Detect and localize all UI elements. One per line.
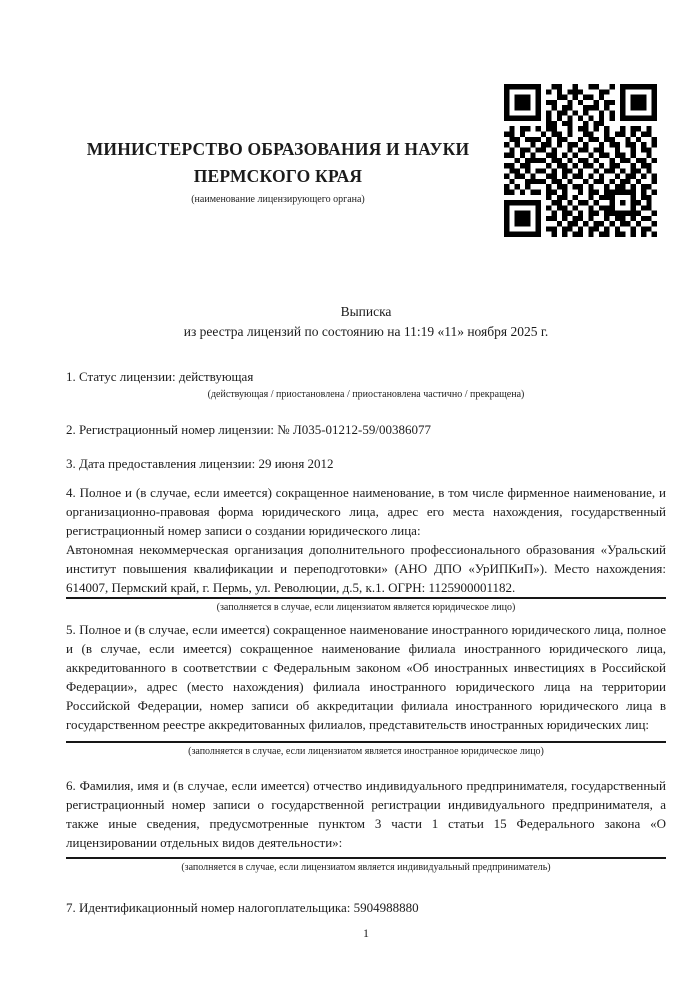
item-6-caption: (заполняется в случае, если лицензиатом является индивидуальный предприниматель) [181, 862, 551, 873]
license-item-4 [66, 483, 666, 614]
document-title-line2: из реестра лицензий по состоянию на 11:19 «11» ноября 2025 г. [183, 323, 549, 339]
license-item-2 [66, 420, 666, 439]
divider-line [66, 597, 666, 599]
ministry-name-line1: МИНИСТЕРСТВО ОБРАЗОВАНИЯ И НАУКИ [86, 139, 470, 159]
license-item-7 [66, 898, 666, 917]
item-5-text: 5. Полное и (в случае, если имеется) сокращенное наименование иностранного юридического лица, полное и (в случае, если имеется) сокращенное наименование филиала иностранного юридического лица, аккредитованного в соответствии с Федеральным законом «Об иностранных инвестициях в Российской Федерации», адрес (место нахождения) филиала иностранного юридического лица на территории Российской Федерации, номер записи об аккредитации филиала иностранного юридического лица в государственном реестре аккредитованных филиалов, представительств иностранных юридических лиц: [66, 622, 666, 732]
item-7-text: 7. Идентификационный номер налогоплательщика: 5904988880 [66, 900, 419, 915]
ministry-caption: (наименование лицензирующего органа) [191, 194, 365, 205]
license-item-3 [66, 454, 666, 473]
document-title [66, 302, 666, 341]
item-6-text: 6. Фамилия, имя и (в случае, если имеется) отчество индивидуального предпринимателя, государственный регистрационный номер записи о государственной регистрации индивидуального предпринимателя, а также иные сведения, предусмотренные пунктом 3 части 1 статьи 15 Федерального закона «О лицензировании отдельных видов деятельности»: [66, 778, 666, 850]
document-title-line1: Выписка [340, 304, 392, 319]
ministry-name-line2: ПЕРМСКОГО КРАЯ [193, 166, 363, 186]
item-1-caption: (действующая / приостановлена / приостановлена частично / прекращена) [207, 389, 525, 400]
item-4-text: 4. Полное и (в случае, если имеется) сокращенное наименование, в том числе фирменное наименование, и организационно-правовая форма юридического лица, адрес его места нахождения, государственный регистрационный номер записи о создании юридического лица: [66, 485, 666, 538]
license-item-1 [66, 367, 666, 401]
item-4-caption: (заполняется в случае, если лицензиатом является юридическое лицо) [216, 602, 516, 613]
item-1-text: 1. Статус лицензии: действующая [66, 369, 254, 384]
divider-line [66, 741, 666, 743]
item-3-text: 3. Дата предоставления лицензии: 29 июня 2012 [66, 456, 334, 471]
license-item-6 [66, 776, 666, 874]
item-2-text: 2. Регистрационный номер лицензии: № Л035-01212-59/00386077 [66, 422, 432, 437]
document-header [66, 136, 490, 206]
page-number: 1 [363, 926, 369, 940]
item-4-value: Автономная некоммерческая организация дополнительного профессионального образования «Уральский институт повышения квалификации и переподготовки» (АНО ДПО «УрИПКиП»). Место нахождения: 614007, Пермский край, г. Пермь, ул. Революции, д.5, к.1. ОГРН: 1125900001182. [66, 542, 666, 595]
qr-code [504, 84, 657, 237]
item-5-caption: (заполняется в случае, если лицензиатом является иностранное юридическое лицо) [188, 746, 544, 757]
divider-line [66, 857, 666, 859]
license-item-5 [66, 620, 666, 758]
